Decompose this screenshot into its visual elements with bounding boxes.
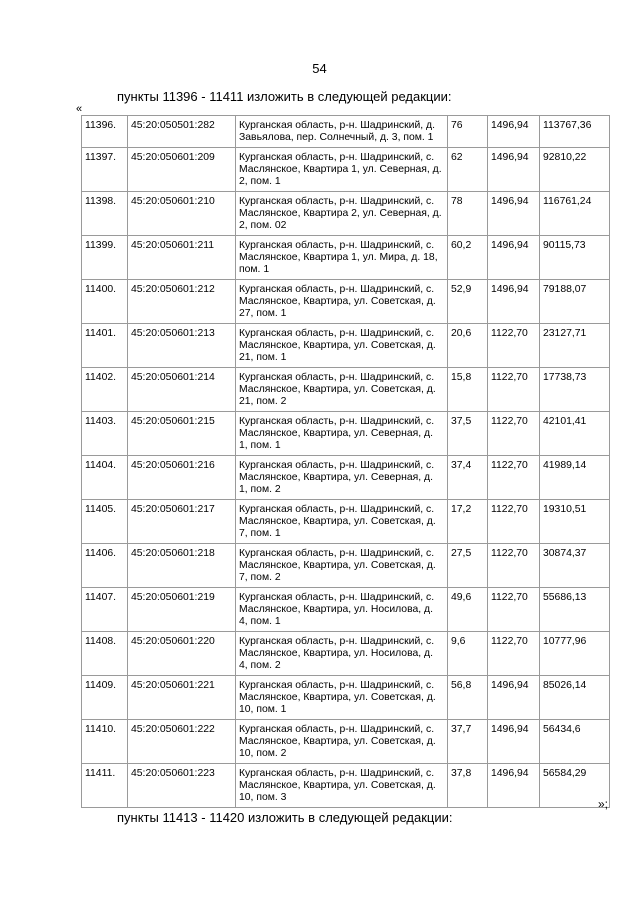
row-number-cell: 11397. [82,148,128,192]
cadastral-value-cell: 116761,24 [540,192,610,236]
row-number-cell: 11400. [82,280,128,324]
table-row [82,192,610,236]
cadastral-value-cell: 30874,37 [540,544,610,588]
area-cell: 15,8 [448,368,488,412]
cadastral-value-cell: 42101,41 [540,412,610,456]
rate-cell: 1496,94 [488,116,540,148]
rate-cell: 1122,70 [488,456,540,500]
table-row [82,676,610,720]
address-cell: Курганская область, р-н. Шадринский, с. Маслянское, Квартира 1, ул. Мира, д. 18, пом. 1 [236,236,448,280]
rate-cell: 1496,94 [488,148,540,192]
area-cell: 17,2 [448,500,488,544]
table-row [82,368,610,412]
rate-cell: 1496,94 [488,192,540,236]
table-row [82,720,610,764]
area-cell: 9,6 [448,632,488,676]
row-number-cell: 11411. [82,764,128,808]
address-cell: Курганская область, р-н. Шадринский, с. Маслянское, Квартира, ул. Советская, д. 21, пом. 2 [236,368,448,412]
row-number-cell: 11399. [82,236,128,280]
address-cell: Курганская область, р-н. Шадринский, с. Маслянское, Квартира, ул. Советская, д. 27, пом. 1 [236,280,448,324]
cadastral-number-cell: 45:20:050501:282 [128,116,236,148]
cadastral-value-cell: 85026,14 [540,676,610,720]
cadastral-value-cell: 10777,96 [540,632,610,676]
rate-cell: 1496,94 [488,236,540,280]
row-number-cell: 11398. [82,192,128,236]
address-cell: Курганская область, р-н. Шадринский, д. Завьялова, пер. Солнечный, д. 3, пом. 1 [236,116,448,148]
cadastral-value-cell: 92810,22 [540,148,610,192]
area-cell: 49,6 [448,588,488,632]
rate-cell: 1122,70 [488,588,540,632]
area-cell: 37,8 [448,764,488,808]
rate-cell: 1122,70 [488,632,540,676]
area-cell: 27,5 [448,544,488,588]
row-number-cell: 11396. [82,116,128,148]
table-row [82,456,610,500]
cadastral-number-cell: 45:20:050601:209 [128,148,236,192]
table-row [82,148,610,192]
cadastral-value-cell: 23127,71 [540,324,610,368]
cadastral-number-cell: 45:20:050601:218 [128,544,236,588]
area-cell: 37,7 [448,720,488,764]
cadastral-number-cell: 45:20:050601:217 [128,500,236,544]
address-cell: Курганская область, р-н. Шадринский, с. Маслянское, Квартира, ул. Советская, д. 10, пом. 2 [236,720,448,764]
cadastral-value-cell: 56434,6 [540,720,610,764]
cadastral-value-cell: 79188,07 [540,280,610,324]
address-cell: Курганская область, р-н. Шадринский, с. Маслянское, Квартира 2, ул. Северная, д. 2, пом. 02 [236,192,448,236]
cadastral-number-cell: 45:20:050601:211 [128,236,236,280]
table-row [82,116,610,148]
row-number-cell: 11406. [82,544,128,588]
address-cell: Курганская область, р-н. Шадринский, с. Маслянское, Квартира, ул. Северная, д. 1, пом. 2 [236,456,448,500]
cadastral-number-cell: 45:20:050601:220 [128,632,236,676]
rate-cell: 1496,94 [488,764,540,808]
rate-cell: 1122,70 [488,324,540,368]
table-row [82,500,610,544]
row-number-cell: 11402. [82,368,128,412]
cadastral-value-cell: 17738,73 [540,368,610,412]
opening-quote: « [76,103,83,115]
address-cell: Курганская область, р-н. Шадринский, с. Маслянское, Квартира, ул. Носилова, д. 4, пом. 2 [236,632,448,676]
area-cell: 62 [448,148,488,192]
table-row [82,324,610,368]
cadastral-number-cell: 45:20:050601:221 [128,676,236,720]
address-cell: Курганская область, р-н. Шадринский, с. Маслянское, Квартира, ул. Советская, д. 10, пом. 1 [236,676,448,720]
table-row [82,412,610,456]
address-cell: Курганская область, р-н. Шадринский, с. Маслянское, Квартира, ул. Северная, д. 1, пом. 1 [236,412,448,456]
cadastral-value-cell: 90115,73 [540,236,610,280]
area-cell: 20,6 [448,324,488,368]
cadastral-table [81,115,610,808]
cadastral-number-cell: 45:20:050601:210 [128,192,236,236]
address-cell: Курганская область, р-н. Шадринский, с. Маслянское, Квартира, ул. Советская, д. 7, пом. 2 [236,544,448,588]
rate-cell: 1496,94 [488,720,540,764]
cadastral-number-cell: 45:20:050601:213 [128,324,236,368]
cadastral-number-cell: 45:20:050601:212 [128,280,236,324]
area-cell: 52,9 [448,280,488,324]
table-row [82,588,610,632]
table-row [82,544,610,588]
rate-cell: 1122,70 [488,500,540,544]
cadastral-table-body [82,116,610,808]
table-row [82,280,610,324]
area-cell: 37,4 [448,456,488,500]
cadastral-number-cell: 45:20:050601:223 [128,764,236,808]
row-number-cell: 11405. [82,500,128,544]
area-cell: 76 [448,116,488,148]
rate-cell: 1122,70 [488,368,540,412]
area-cell: 37,5 [448,412,488,456]
address-cell: Курганская область, р-н. Шадринский, с. Маслянское, Квартира, ул. Советская, д. 7, пом. 1 [236,500,448,544]
row-number-cell: 11410. [82,720,128,764]
area-cell: 60,2 [448,236,488,280]
rate-cell: 1122,70 [488,412,540,456]
table-row [82,236,610,280]
intro-paragraph: пункты 11396 - 11411 изложить в следующей редакции: [117,89,452,104]
cadastral-number-cell: 45:20:050601:222 [128,720,236,764]
row-number-cell: 11409. [82,676,128,720]
closing-quote: »; [598,797,609,811]
cadastral-number-cell: 45:20:050601:219 [128,588,236,632]
area-cell: 56,8 [448,676,488,720]
row-number-cell: 11404. [82,456,128,500]
table-row [82,764,610,808]
cadastral-value-cell: 19310,51 [540,500,610,544]
page-number: 54 [312,61,327,76]
cadastral-value-cell: 41989,14 [540,456,610,500]
row-number-cell: 11408. [82,632,128,676]
cadastral-number-cell: 45:20:050601:216 [128,456,236,500]
table-row [82,632,610,676]
row-number-cell: 11407. [82,588,128,632]
rate-cell: 1122,70 [488,544,540,588]
address-cell: Курганская область, р-н. Шадринский, с. Маслянское, Квартира, ул. Носилова, д. 4, пом. 1 [236,588,448,632]
address-cell: Курганская область, р-н. Шадринский, с. Маслянское, Квартира, ул. Советская, д. 21, пом. 1 [236,324,448,368]
row-number-cell: 11403. [82,412,128,456]
rate-cell: 1496,94 [488,280,540,324]
address-cell: Курганская область, р-н. Шадринский, с. Маслянское, Квартира, ул. Советская, д. 10, пом. 3 [236,764,448,808]
outro-paragraph: пункты 11413 - 11420 изложить в следующей редакции: [117,810,453,825]
cadastral-value-cell: 113767,36 [540,116,610,148]
cadastral-value-cell: 56584,29 [540,764,610,808]
rate-cell: 1496,94 [488,676,540,720]
cadastral-value-cell: 55686,13 [540,588,610,632]
cadastral-number-cell: 45:20:050601:215 [128,412,236,456]
cadastral-number-cell: 45:20:050601:214 [128,368,236,412]
area-cell: 78 [448,192,488,236]
row-number-cell: 11401. [82,324,128,368]
address-cell: Курганская область, р-н. Шадринский, с. Маслянское, Квартира 1, ул. Северная, д. 2, пом. 1 [236,148,448,192]
